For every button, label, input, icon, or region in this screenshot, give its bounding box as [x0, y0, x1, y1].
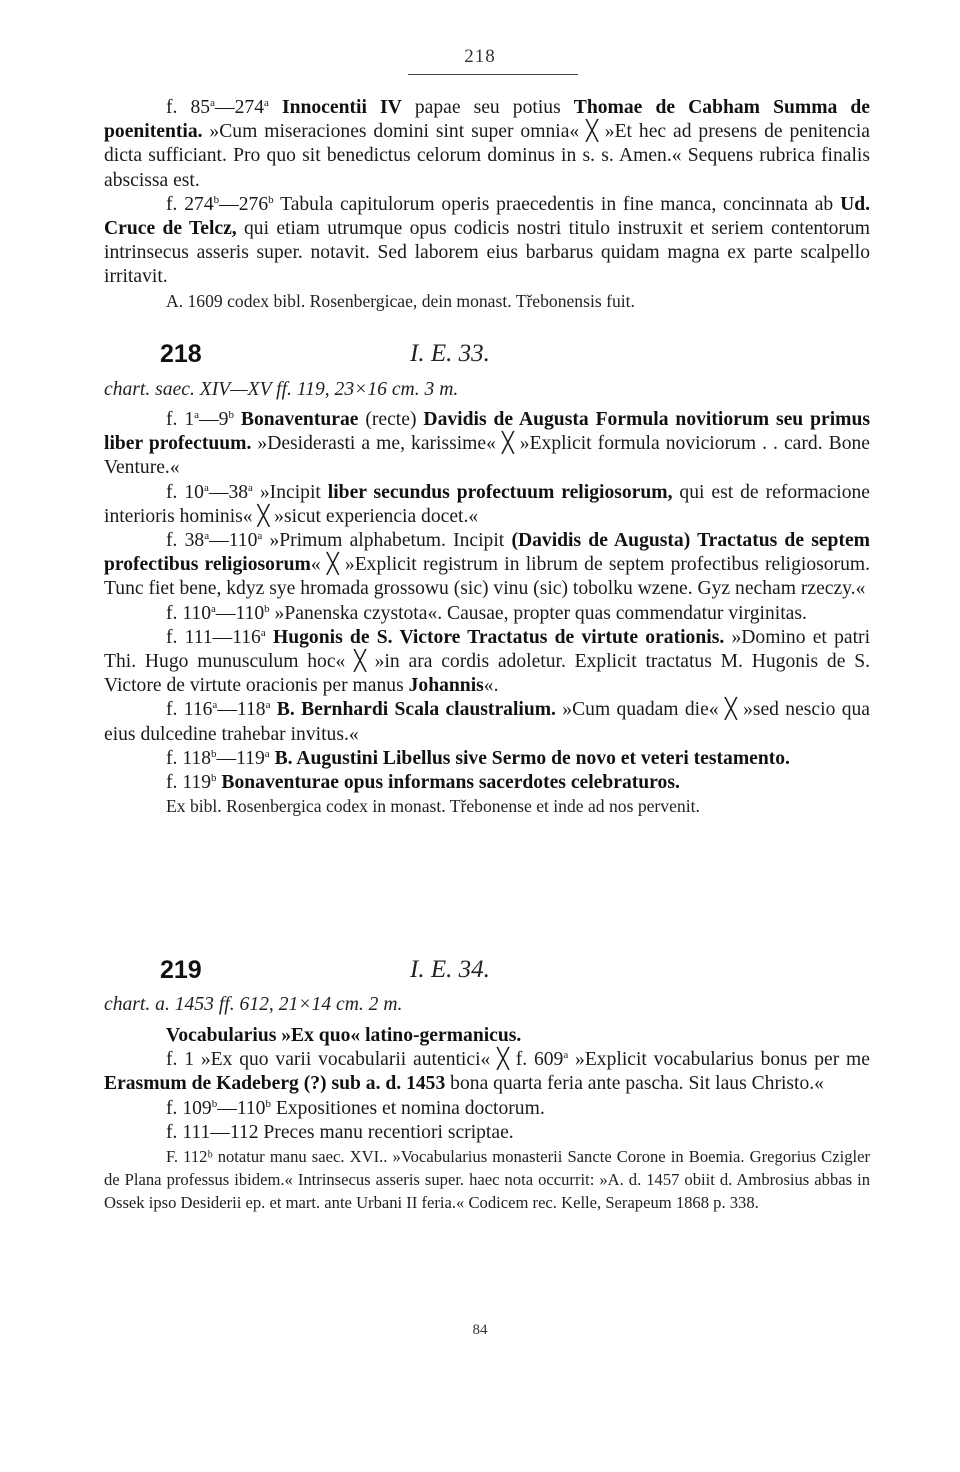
top-entry-paragraph: f. 85$^a$—274$^a$ Innocentii IV papae seu potius Thomae de Cabham Summa de poenitentia. »Cum miseraciones domini sint super omnia« ╳ »Et hec ad presens de penitencia dicta sufficiant. Pro quo sit benedictus celorum dominus in s. s. Amen.« Sequens rubrica finalis abscissa est.: [104, 97, 870, 191]
page-number: 218: [464, 46, 496, 67]
entry-219-note: F. 112ᵇ notatur manu saec. XVI.. »Vocabularius monasterii Sancte Corone in Boemia. Gregorius Czigler de Plana professus ibidem.« Intrinsecus asseris super. haec nota occurrit: »A. d. 1457 obiit d. Ambrosius abbas in Ossek ipso Desiderii ep. et mart. ante Urbani II feria.« Codicem rec. Kelle, Serapeum 1868 p. 338.: [104, 1147, 870, 1213]
entry-item: f. 111—112 Preces manu recentiori scriptae.: [166, 1121, 514, 1143]
entry-218-header: [160, 340, 860, 380]
entry-item: f. 110$^a$—110$^b$ »Panenska czystota«. Causae, propter quas commendatur virginitas.: [166, 602, 807, 624]
entry-219-contents: [104, 1022, 870, 1215]
top-entry-provenance: A. 1609 codex bibl. Rosenbergicae, dein monast. Třebonensis fuit.: [166, 290, 635, 311]
entry-item: f. 1 »Ex quo varii vocabularii autentici« ╳ f. 609$^a$ »Explicit vocabularius bonus per me Erasmum de Kadeberg (?) sub a. d. 1453 bona quarta feria ante pascha. Sit laus Christo.«: [104, 1049, 870, 1095]
top-entry: [104, 96, 870, 313]
entry-item: f. 119$^b$ Bonaventurae opus informans sacerdotes celebraturos.: [166, 772, 680, 794]
entry-218-contents: [104, 408, 870, 819]
entry-title: Vocabularius »Ex quo« latino-germanicus.: [166, 1025, 522, 1046]
entry-219-header: [160, 956, 860, 996]
entry-218-description: chart. saec. XIV—XV ff. 119, 23×16 cm. 3 m.: [104, 379, 459, 400]
entry-item: f. 116$^a$—118$^a$ B. Bernhardi Scala claustralium. »Cum quadam die« ╳ »sed nescio qua eius dulcedine trahebar invitus.«: [104, 699, 870, 745]
entry-number: 218: [160, 340, 202, 368]
entry-shelfmark: I. E. 33.: [410, 340, 490, 367]
entry-218-provenance: Ex bibl. Rosenbergica codex in monast. Třebonense et inde ad nos pervenit.: [166, 796, 700, 817]
entry-219-description: chart. a. 1453 ff. 612, 21×14 cm. 2 m.: [104, 994, 403, 1015]
entry-item: f. 1$^a$—9$^b$ Bonaventurae (recte) Davidis de Augusta Formula novitiorum seu primus liber profectuum. »Desiderasti a me, karissime« ╳ »Explicit formula noviciorum . . card. Bone Venture.«: [104, 409, 871, 479]
footer-number: 84: [472, 1322, 488, 1338]
entry-number: 219: [160, 956, 202, 984]
entry-item: f. 109$^b$—110$^b$ Expositiones et nomina doctorum.: [166, 1097, 545, 1119]
header-rule: [408, 74, 578, 75]
entry-shelfmark: I. E. 34.: [410, 956, 490, 983]
entry-item: f. 118$^b$—119$^a$ B. Augustini Libellus sive Sermo de novo et veteri testamento.: [166, 747, 790, 769]
entry-item: f. 38$^a$—110$^a$ »Primum alphabetum. Incipit (Davidis de Augusta) Tractatus de septem profectibus religiosorum« ╳ »Explicit registrum in librum de septem profectibus religiosorum. Tunc fiet bene, kdyz sye hromada grossowu (sic) vinu (sic) tobolku wzene. Gyz necham rzeczy.«: [104, 530, 871, 600]
entry-item: f. 10$^a$—38$^a$ »Incipit liber secundus profectuum religiosorum, qui est de reformacione interioris hominis« ╳ »sicut experiencia docet.«: [104, 481, 871, 527]
top-entry-tabula: f. 274$^b$—276$^b$ Tabula capitulorum operis praecedentis in fine manca, concinnata ab Ud. Cruce de Telcz, qui etiam utrumque opus codicis nostri titulo instruxit et seriem contentorum intrinsecus asseris super. notavit. Sed laborem eius barbarus quidam magna ex parte scalpello irritavit.: [104, 193, 871, 288]
entry-item: f. 111—116$^a$ Hugonis de S. Victore Tractatus de virtute orationis. »Domino et patri Thi. Hugo munusculum hoc« ╳ »in ara cordis adoletur. Explicit tractatus M. Hugonis de S. Victore de virtute oracionis per manus Johannis«.: [104, 626, 871, 697]
